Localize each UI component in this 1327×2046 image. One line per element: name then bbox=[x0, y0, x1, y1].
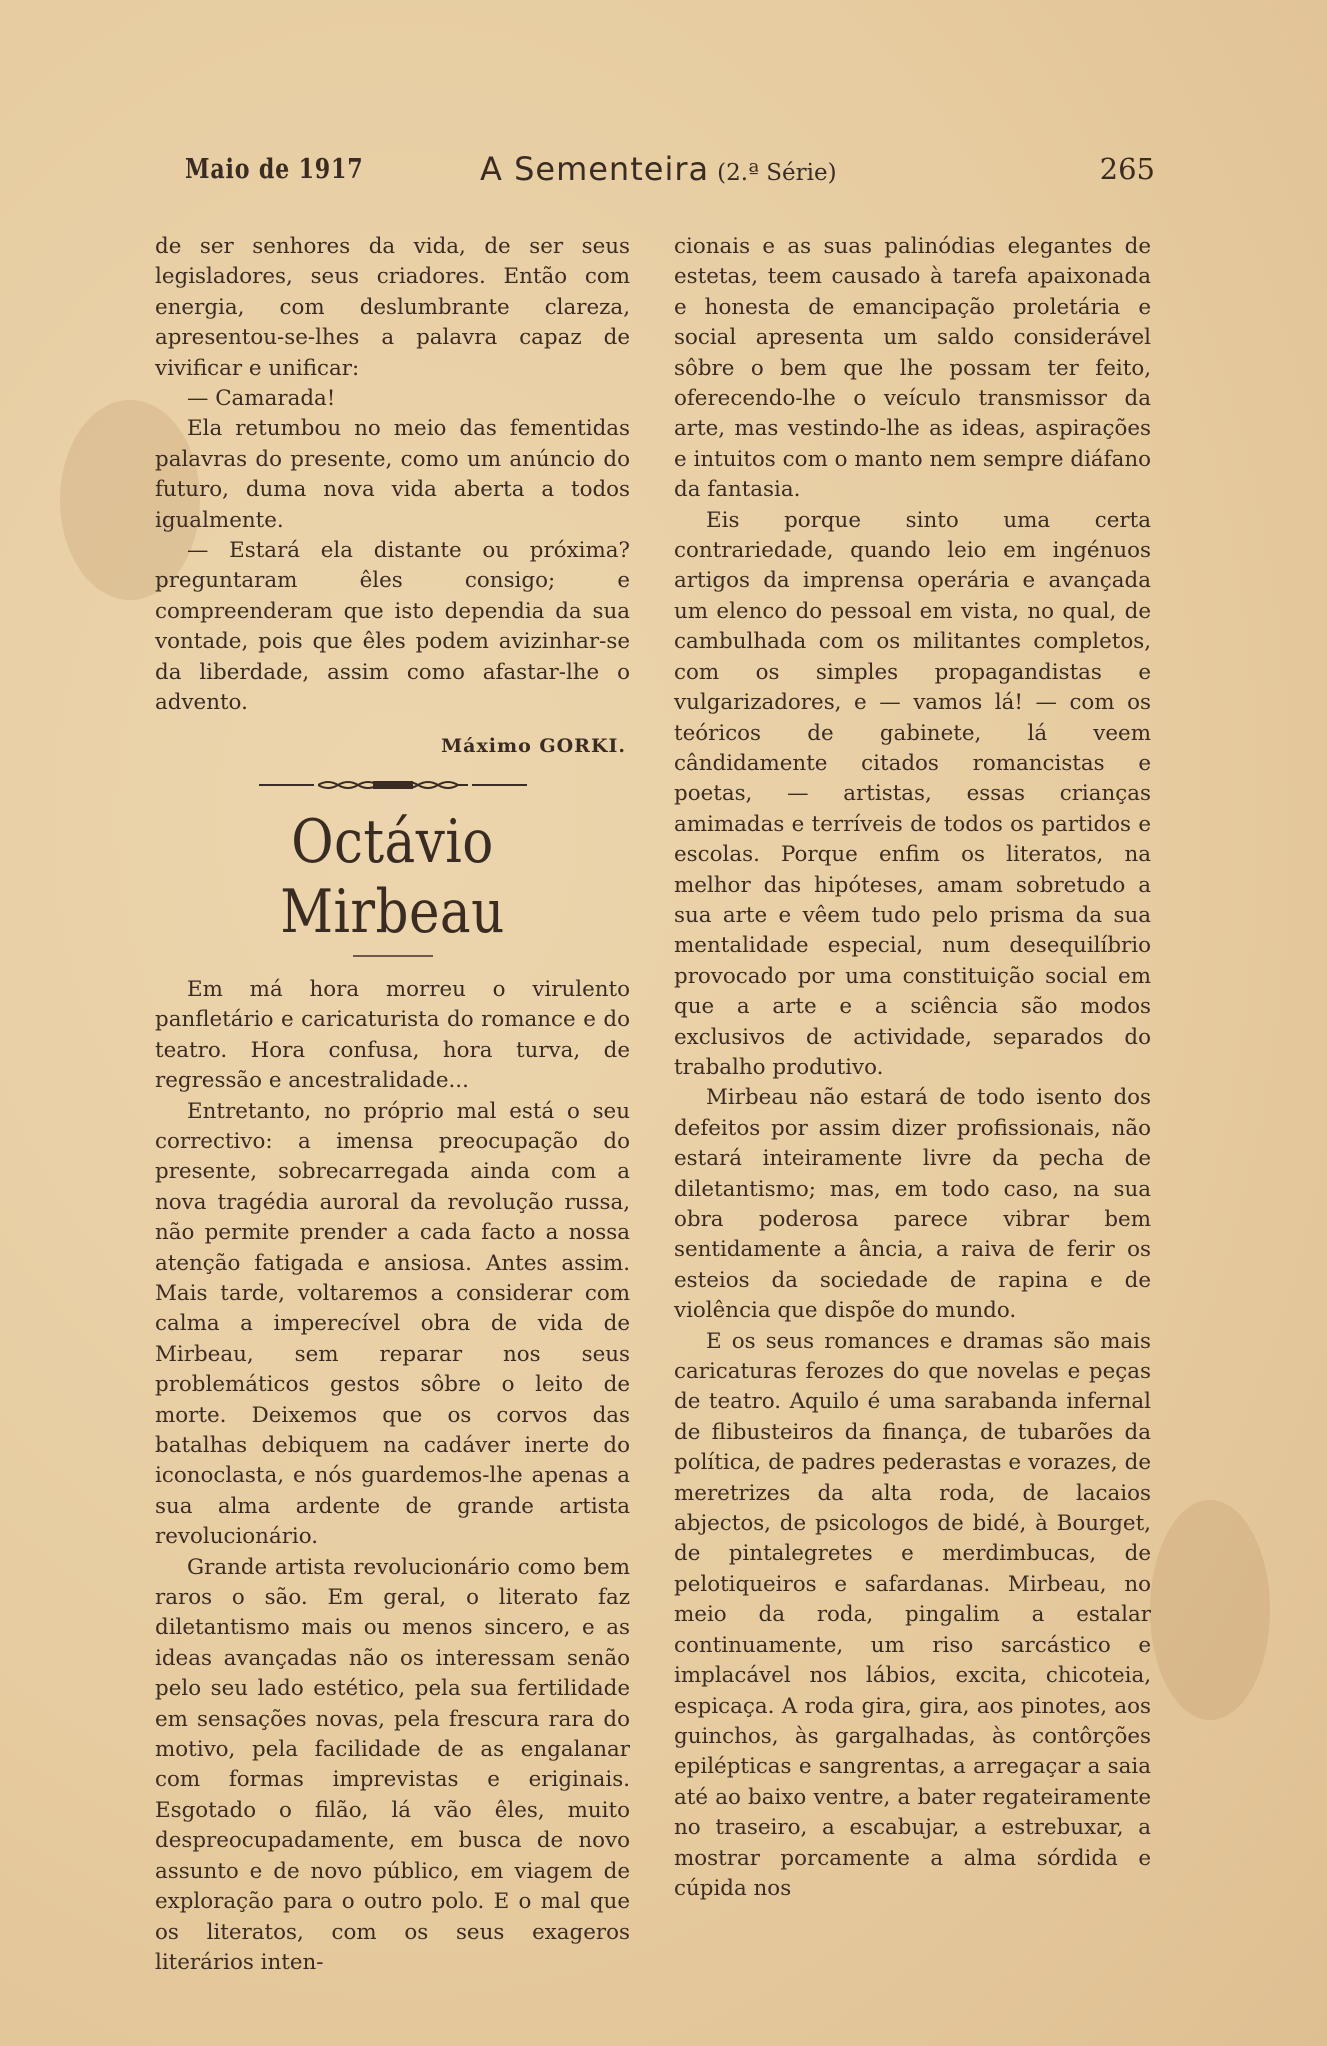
right-column bbox=[674, 232, 1151, 1904]
page-number: 265 bbox=[1099, 152, 1155, 186]
divider-line bbox=[259, 784, 314, 786]
author-signature: Máximo GORKI. bbox=[441, 734, 626, 757]
page-header bbox=[185, 150, 1155, 194]
masthead bbox=[480, 150, 837, 188]
paper-title: A Sementeira bbox=[480, 150, 710, 188]
paragraph: Eis porque sinto uma certa contrariedade, quando leio em ingénuos artigos da imprensa operária e avançada um elenco do pessoal em vista, no qual, de cambulhada com os militantes completos, com os simples propagandistas e vulgarizadores, e — vamos lá! — com os teóricos de gabinete, lá veem cândidamente citados romancistas e poetas, — artistas, essas crianças amimadas e terríveis de todos os partidos e escolas. Porque enfim os literatos, na melhor das hipóteses, amam sobretudo a sua arte e vêem tudo pelo prisma da sua mentalidade especial, num desequilíbrio provocado por uma constituição social em que a arte e a sciência são modos exclusivos de actividade, separados do trabalho produtivo. bbox=[674, 507, 1151, 1080]
paragraph: de ser senhores da vida, de ser seus legisladores, seus criadores. Então com energia, com deslumbrante clareza, apresentou-se-lhes a palavra capaz de vivificar e unificar: bbox=[155, 234, 630, 381]
article-title: Octávio Mirbeau bbox=[280, 806, 505, 947]
left-column bbox=[155, 232, 630, 1978]
series-label: (2.ª Série) bbox=[717, 160, 837, 186]
paragraph: cionais e as suas palinódias elegantes de estetas, teem causado à tarefa apaixonada e honesta de emancipação proletária e social apresenta um saldo considerável sôbre o bem que lhe possam ter feito, oferecendo-lhe o veículo transmissor da arte, mas vestindo-lhe as ideas, aspirações e intuitos com o manto nem sempre diáfano da fantasia. bbox=[674, 234, 1151, 503]
divider-line bbox=[472, 784, 527, 786]
section-divider bbox=[155, 777, 630, 793]
paragraph: Grande artista revolucionário como bem raros o são. Em geral, o literato faz diletantismo mais ou menos sincero, e as ideas avançadas não os interessam senão pelo seu lado estético, pela sua fertilidade em sensações novas, pela frescura rara do motivo, pela facilidade de as engalanar com formas imprevistas e eriginais. Esgotado o filão, lá vão êles, muito despreocupadamente, em busca de novo assunto e de novo público, em viagem de exploração para o outro polo. E o mal que os literatos, com os seus exageros literários inten- bbox=[155, 1554, 630, 1975]
paper-stain bbox=[1150, 1500, 1270, 1720]
ornament-icon bbox=[318, 779, 468, 791]
paragraph: Mirbeau não estará de todo isento dos defeitos por assim dizer profissionais, não estará inteiramente livre da pecha de diletantismo; mas, em todo caso, na sua obra poderosa parece vibrar bem sentidamente a ância, a raiva de ferir os esteios da sociedade de rapina e de violência que dispõe do mundo. bbox=[674, 1085, 1151, 1324]
paragraph: Em má hora morreu o virulento panfletário e caricaturista do romance e do teatro. Hora confusa, hora turva, de regressão e ancestralidade... bbox=[155, 976, 630, 1094]
issue-date: Maio de 1917 bbox=[185, 154, 364, 185]
paragraph: Entretanto, no próprio mal está o seu correctivo: a imensa preocupação do presente, sobrecarregada ainda com a nova tragédia auroral da revolução russa, não permite prender a cada facto a nossa atenção fatigada e ansiosa. Antes assim. Mais tarde, voltaremos a considerar com calma a imperecível obra de vida de Mirbeau, sem reparar nos seus problemáticos gestos sôbre o leito de morte. Deixemos que os corvos das batalhas debiquem na cadáver inerte do iconoclasta, e nós guardemos-lhe apenas a sua alma ardente de grande artista revolucionário. bbox=[155, 1098, 630, 1550]
paragraph: E os seus romances e dramas são mais caricaturas ferozes do que novelas e peças de teatro. Aquilo é uma sarabanda infernal de flibusteiros da finança, de tubarões da política, de padres pederastas e vorazes, de meretrizes da alta roda, de lacaios abjectos, de psicologos de bidé, à Bourget, de pintalegretes e merdimbucas, de pelotiqueiros e safardanas. Mirbeau, no meio da roda, pingalim a estalar continuamente, um riso sarcástico e implacável nos lábios, excita, chicoteia, espicaça. A roda gira, gira, aos pinotes, aos guinchos, às gargalhadas, às contôrções epilépticas e sangrentas, a arregaçar a saia até ao baixo ventre, a bater regateiramente no traseiro, a escabujar, a estrebuxar, a mostrar porcamente a alma sórdida e cúpida nos bbox=[674, 1328, 1151, 1901]
paragraph: Ela retumbou no meio das fementidas palavras do presente, como um anúncio do futuro, duma nova vida aberta a todos igualmente. bbox=[155, 416, 630, 533]
paragraph: — Estará ela distante ou próxima? preguntaram êles consigo; e compreenderam que isto dependia da sua vontade, pois que êles podem avizinhar-se da liberdade, assim como afastar-lhe o advento. bbox=[155, 538, 630, 716]
title-rule bbox=[353, 955, 433, 957]
paragraph: — Camarada! bbox=[187, 386, 336, 412]
